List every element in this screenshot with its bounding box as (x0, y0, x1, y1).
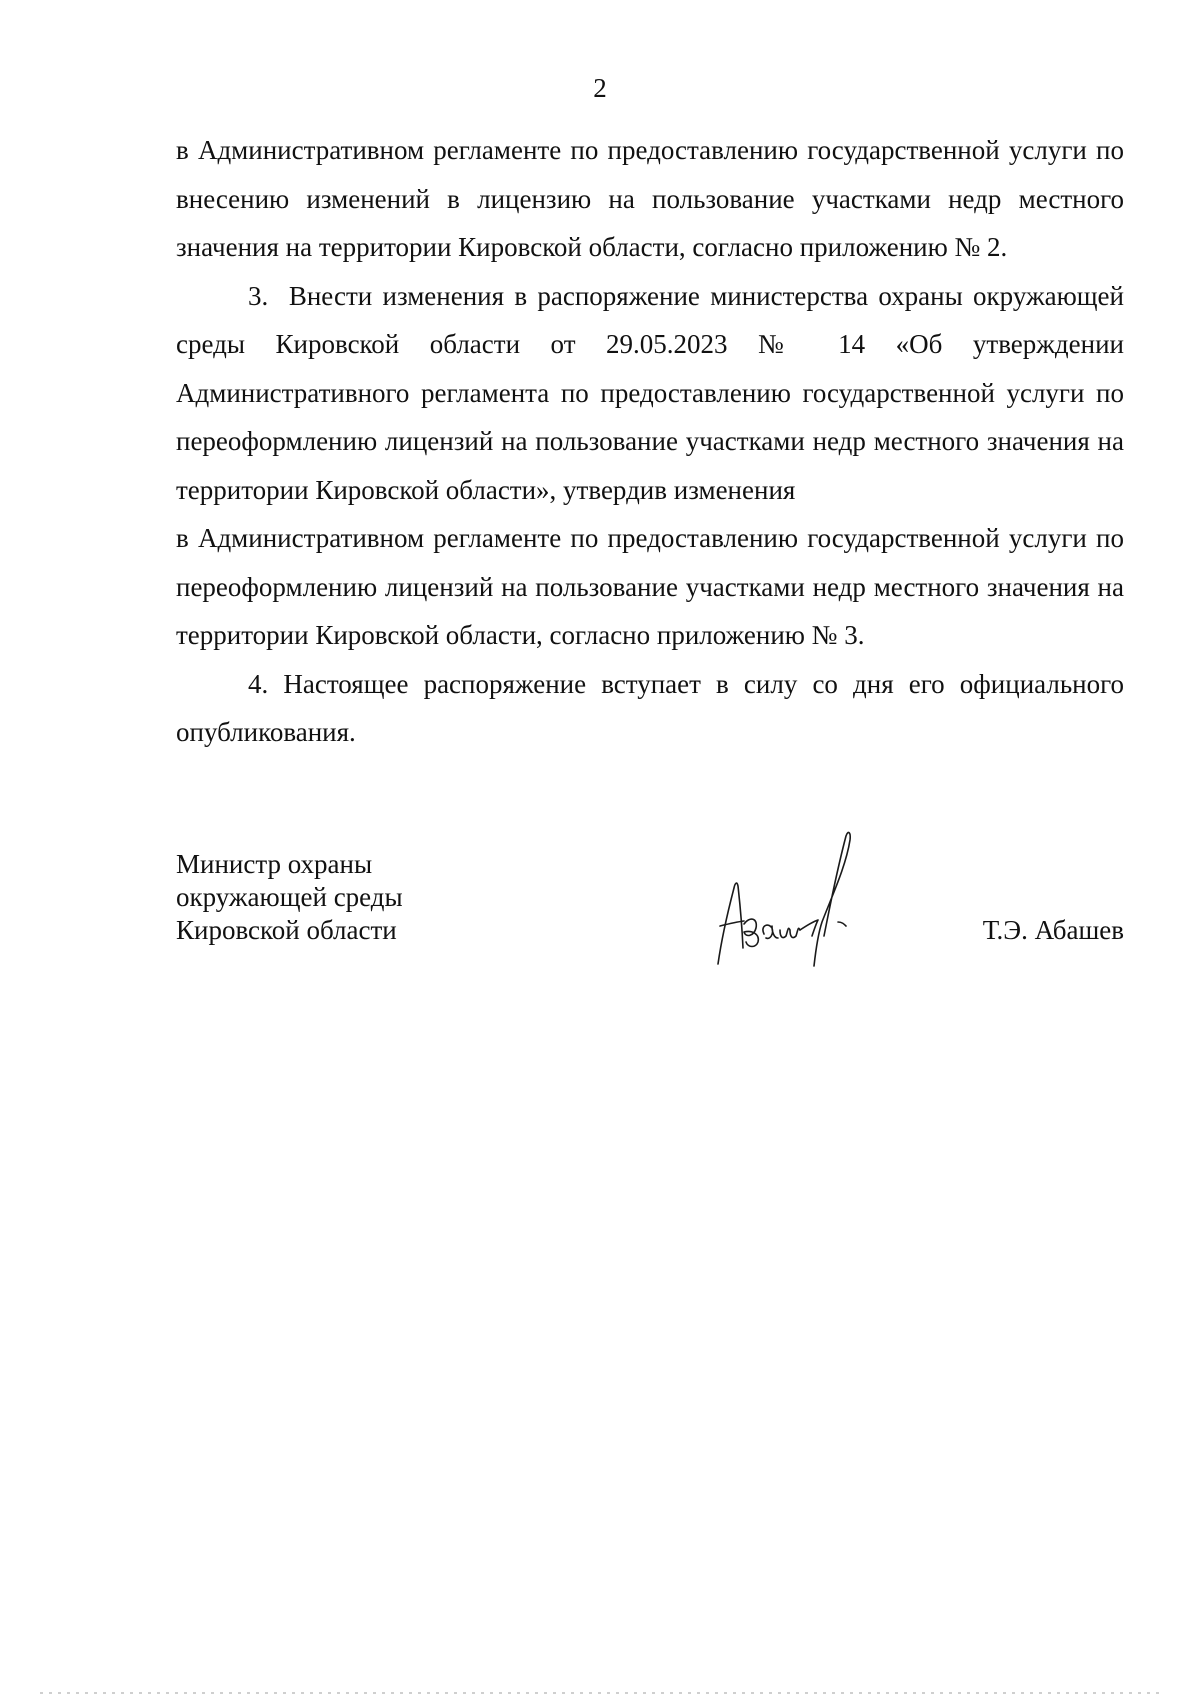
signatory-title-line-1: Министр охраны (176, 849, 373, 879)
signer-name: Т.Э. Абашев (982, 915, 1124, 945)
page-number: 2 (593, 73, 607, 103)
paragraph-continuation: в Административном регламенте по предоставлению государственной услуги по внесению изменений в лицензию на пользование участками недр местного значения на территории Кировской области, согласно приложению № 2. (176, 135, 1124, 262)
handwritten-signature (700, 826, 880, 976)
signatory-title (176, 848, 403, 947)
paragraph-item-4: 4. Настоящее распоряжение вступает в силу со дня его официального опубликования. (176, 668, 1124, 747)
signatory-title-line-2: окружающей среды (176, 882, 403, 912)
scan-artifact-line (40, 1692, 1160, 1694)
signatory-title-line-3: Кировской области (176, 915, 397, 945)
document-body (176, 126, 1124, 757)
paragraph-item-3: 3. Внести изменения в распоряжение министерства охраны окружающей среды Кировской области от 29.05.2023 № 14 «Об утверждении Административного регламента по предоставлению государственной услуги по переоформлению лицензий на пользование участками недр местного значения на территории Кировской области», утвердив изменения (176, 280, 1124, 505)
paragraph-item-3-continuation: в Административном регламенте по предоставлению государственной услуги по переоформлению лицензий на пользование участками недр местного значения на территории Кировской области, согласно приложению № 3. (176, 523, 1124, 650)
